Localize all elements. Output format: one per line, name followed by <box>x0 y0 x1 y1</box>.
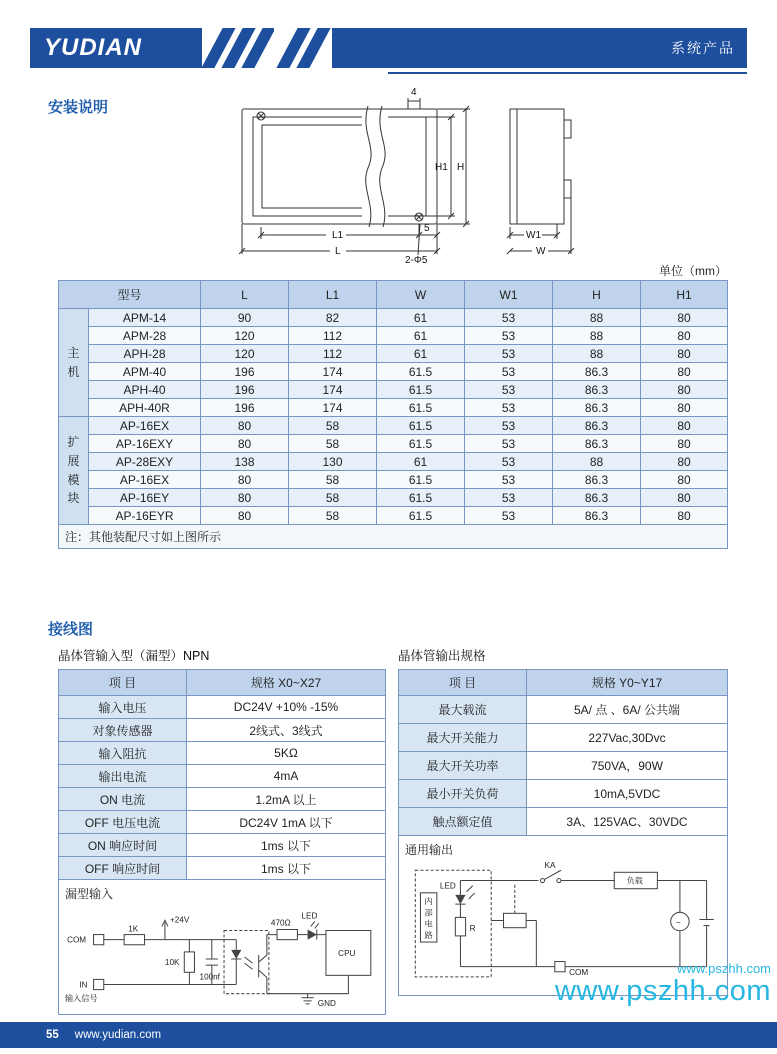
panel-bezel-outline <box>253 117 426 216</box>
spec-item-cell: 最大载流 <box>399 696 527 724</box>
dim-value-cell: 61.5 <box>377 399 465 417</box>
spec-value-cell: 5KΩ <box>187 742 386 765</box>
dim-table-row <box>59 435 728 453</box>
yudian-logo: YUDIAN <box>44 34 143 61</box>
dim-value-cell: 53 <box>465 381 553 399</box>
spec-value-cell: 3A、125VAC、30VDC <box>527 808 728 836</box>
dim-value-cell: 86.3 <box>553 471 641 489</box>
dim-value-cell: 53 <box>465 345 553 363</box>
dim-value-cell: 61.5 <box>377 381 465 399</box>
dim-note-row <box>59 525 728 549</box>
spec-value-cell: 1ms 以下 <box>187 834 386 857</box>
watermark <box>555 962 771 1008</box>
dim-value-cell: 80 <box>201 507 289 525</box>
spec-item-cell: 最大开关能力 <box>399 724 527 752</box>
dim-value-cell: 58 <box>289 489 377 507</box>
resistor-470-label: 470Ω <box>270 918 291 928</box>
row-group-label: 扩展模块 <box>59 417 89 525</box>
dim-value-cell: 80 <box>641 507 728 525</box>
spec-item-cell: 最大开关功率 <box>399 752 527 780</box>
resistor-1k <box>124 935 144 945</box>
dim-value-cell: 112 <box>289 327 377 345</box>
dim-value-cell: 86.3 <box>553 363 641 381</box>
spec-value-cell: DC24V 1mA 以下 <box>187 811 386 834</box>
spec-value-cell: 750VA，90W <box>527 752 728 780</box>
col-header-H1: H1 <box>641 281 728 309</box>
resistor-r <box>455 917 465 935</box>
dim-label-l1: L1 <box>332 230 344 241</box>
model-cell: AP-16EX <box>89 471 201 489</box>
model-cell: APH-40R <box>89 399 201 417</box>
sink-input-title: 漏型输入 <box>65 887 114 901</box>
resistor-1k-label: 1K <box>128 924 139 934</box>
dim-value-cell: 80 <box>201 417 289 435</box>
contact-dot <box>540 878 544 882</box>
dim-value-cell: 120 <box>201 327 289 345</box>
spec-table-row <box>399 752 728 780</box>
dim-value-cell: 61 <box>377 309 465 327</box>
dim-table-row <box>59 507 728 525</box>
watermark-large: www.pszhh.com <box>554 975 771 1008</box>
spec-item-cell: 输入电压 <box>59 696 187 719</box>
dim-header-row <box>59 281 728 309</box>
ground-icon <box>267 975 349 1004</box>
dim-table-row <box>59 309 728 327</box>
page-footer <box>0 1022 777 1048</box>
dim-value-cell: 53 <box>465 435 553 453</box>
dim-value-cell: 53 <box>465 471 553 489</box>
table-note: 注：其他装配尺寸如上图所示 <box>59 525 728 549</box>
dim-value-cell: 86.3 <box>553 489 641 507</box>
com-label: COM <box>67 935 87 945</box>
dim-table-row <box>59 471 728 489</box>
resistor-470 <box>277 929 297 939</box>
dim-value-cell: 86.3 <box>553 381 641 399</box>
spec-item-cell: ON 响应时间 <box>59 834 187 857</box>
installation-drawing <box>212 84 642 264</box>
spec-header-row <box>399 670 728 696</box>
dim-value-cell: 53 <box>465 507 553 525</box>
dim-value-cell: 196 <box>201 363 289 381</box>
spec-value-cell: 2线式、3线式 <box>187 719 386 742</box>
led-label: LED <box>439 881 456 891</box>
dim-value-cell: 58 <box>289 507 377 525</box>
model-cell: AP-16EYR <box>89 507 201 525</box>
cpu-label: CPU <box>338 948 356 958</box>
spec-value-cell: 5A/ 点 、6A/ 公共端 <box>527 696 728 724</box>
dim-value-cell: 86.3 <box>553 417 641 435</box>
spec-table-row <box>59 857 386 880</box>
wires <box>231 940 241 985</box>
panel-front-outline <box>242 109 437 224</box>
dim-value-cell: 80 <box>641 327 728 345</box>
resistor-10k <box>184 952 194 972</box>
relay-coil <box>504 913 527 927</box>
header-stripe-group-2 <box>274 28 332 68</box>
col-header-L1: L1 <box>289 281 377 309</box>
wires <box>657 881 706 967</box>
output-col-spec: 规格 Y0~Y17 <box>527 670 728 696</box>
dim-value-cell: 61 <box>377 345 465 363</box>
header-underline <box>388 72 747 74</box>
dim-value-cell: 61.5 <box>377 435 465 453</box>
rails <box>460 881 706 967</box>
dim-value-cell: 174 <box>289 381 377 399</box>
general-output-title: 通用输出 <box>405 843 454 857</box>
model-cell: APH-40 <box>89 381 201 399</box>
dim-value-cell: 196 <box>201 381 289 399</box>
row-group-label: 主机 <box>59 309 89 417</box>
din-clip <box>564 120 571 138</box>
dim-label-w: W <box>536 246 546 257</box>
dim-value-cell: 80 <box>641 309 728 327</box>
dim-value-cell: 80 <box>641 345 728 363</box>
dim-value-cell: 53 <box>465 417 553 435</box>
panel-side-outline <box>510 109 564 224</box>
gnd-label: GND <box>317 998 336 1008</box>
spec-item-cell: 输出电流 <box>59 765 187 788</box>
dim-value-cell: 88 <box>553 309 641 327</box>
model-cell: APM-28 <box>89 327 201 345</box>
din-clip <box>564 180 571 198</box>
col-header-W1: W1 <box>465 281 553 309</box>
dim-value-cell: 61.5 <box>377 489 465 507</box>
col-header-L: L <box>201 281 289 309</box>
dim-value-cell: 53 <box>465 489 553 507</box>
dim-value-cell: 80 <box>641 489 728 507</box>
spec-table-row <box>399 808 728 836</box>
in-label: IN <box>79 980 88 990</box>
spec-value-cell: 4mA <box>187 765 386 788</box>
spec-table-row <box>59 742 386 765</box>
dim-value-cell: 61.5 <box>377 507 465 525</box>
led-wires <box>455 881 474 905</box>
dim-value-cell: 174 <box>289 399 377 417</box>
unit-note: 单位（mm） <box>659 264 727 278</box>
dim-value-cell: 138 <box>201 453 289 471</box>
dim-value-cell: 88 <box>553 453 641 471</box>
resistor-r-label: R <box>469 923 476 933</box>
dim-value-cell: 80 <box>641 453 728 471</box>
dim-value-cell: 61.5 <box>377 417 465 435</box>
dim-value-cell: 80 <box>201 435 289 453</box>
output-spec-title: 晶体管输出规格 <box>398 649 486 663</box>
ac-symbol: ~ <box>675 918 681 928</box>
spec-item-cell: OFF 电压电流 <box>59 811 187 834</box>
dim-label-l: L <box>335 246 341 257</box>
header-stripe-group-1 <box>202 28 274 68</box>
contact-blade <box>545 870 615 880</box>
load-label: 负载 <box>626 876 643 886</box>
light-arrows <box>244 957 252 969</box>
spec-table-row <box>399 780 728 808</box>
led-icon <box>308 929 317 939</box>
dim-value-cell: 120 <box>201 345 289 363</box>
page-header <box>30 28 747 68</box>
dim-value-cell: 58 <box>289 435 377 453</box>
capacitor-label: 100nf <box>199 972 220 982</box>
dim-value-cell: 53 <box>465 363 553 381</box>
spec-table-row <box>59 788 386 811</box>
spec-table-row <box>59 811 386 834</box>
col-header-model: 型号 <box>59 281 201 309</box>
input-spec-title: 晶体管输入型（漏型）NPN <box>58 649 210 663</box>
dimension-table <box>58 280 728 549</box>
output-spec-block <box>398 646 728 996</box>
spec-table-row <box>399 696 728 724</box>
dim-table-row <box>59 345 728 363</box>
dim-value-cell: 80 <box>641 471 728 489</box>
v24-label: +24V <box>170 915 190 925</box>
dim-value-cell: 61.5 <box>377 471 465 489</box>
dim-value-cell: 174 <box>289 363 377 381</box>
spec-value-cell: 227Vac,30Dvc <box>527 724 728 752</box>
dim-value-cell: 80 <box>641 363 728 381</box>
section-label: 系统产品 <box>671 40 735 56</box>
led-label: LED <box>301 911 318 921</box>
model-cell: AP-16EY <box>89 489 201 507</box>
dim-value-cell: 86.3 <box>553 507 641 525</box>
dim-label-holes: 2-Φ5 <box>405 255 428 264</box>
input-spec-table <box>58 669 386 880</box>
spec-table-row <box>399 724 728 752</box>
ka-label: KA <box>544 861 556 871</box>
v24-arrow <box>162 920 168 939</box>
logo-block <box>30 28 202 68</box>
dim-table-row <box>59 417 728 435</box>
spec-table-row <box>59 834 386 857</box>
spec-value-cell: 10mA,5VDC <box>527 780 728 808</box>
dim-value-cell: 53 <box>465 453 553 471</box>
dim-line-4 <box>408 98 420 109</box>
dim-value-cell: 80 <box>201 489 289 507</box>
dim-value-cell: 61.5 <box>377 363 465 381</box>
spec-value-cell: 1ms 以下 <box>187 857 386 880</box>
spec-item-cell: ON 电流 <box>59 788 187 811</box>
model-cell: APM-40 <box>89 363 201 381</box>
dim-value-cell: 82 <box>289 309 377 327</box>
dim-value-cell: 61 <box>377 327 465 345</box>
dim-value-cell: 88 <box>553 327 641 345</box>
com-terminal <box>94 935 104 945</box>
dim-value-cell: 53 <box>465 399 553 417</box>
led-icon <box>455 895 465 904</box>
model-cell: APM-14 <box>89 309 201 327</box>
dim-table-row <box>59 489 728 507</box>
output-spec-table <box>398 669 728 836</box>
input-col-spec: 规格 X0~X27 <box>187 670 386 696</box>
dim-value-cell: 80 <box>201 471 289 489</box>
col-header-W: W <box>377 281 465 309</box>
dim-table-row <box>59 363 728 381</box>
dim-table-row <box>59 327 728 345</box>
dim-value-cell: 86.3 <box>553 399 641 417</box>
battery-icon <box>699 881 713 967</box>
in-signal-label: 输入信号 <box>65 993 98 1003</box>
model-cell: APH-28 <box>89 345 201 363</box>
screw-cross <box>258 113 264 119</box>
spec-item-cell: 最小开关负荷 <box>399 780 527 808</box>
dim-table-row <box>59 381 728 399</box>
dim-table-row <box>59 453 728 471</box>
spec-item-cell: 输入阻抗 <box>59 742 187 765</box>
dim-value-cell: 80 <box>641 435 728 453</box>
input-spec-block <box>58 646 386 1015</box>
dim-table-row <box>59 399 728 417</box>
diode-icon <box>231 950 241 959</box>
internal-circuit-label: 内部电路 <box>424 897 433 940</box>
dim-label-5: 5 <box>424 223 430 234</box>
dim-value-cell: 196 <box>201 399 289 417</box>
input-col-item: 项 目 <box>59 670 187 696</box>
dim-value-cell: 112 <box>289 345 377 363</box>
dim-label-h: H <box>457 162 465 173</box>
output-col-item: 项 目 <box>399 670 527 696</box>
sink-input-diagram <box>58 880 386 1015</box>
install-title: 安装说明 <box>48 99 109 116</box>
spec-table-row <box>59 719 386 742</box>
in-terminal <box>94 979 104 989</box>
model-cell: AP-16EXY <box>89 435 201 453</box>
page-number: 55 <box>46 1029 59 1041</box>
spec-header-row <box>59 670 386 696</box>
model-cell: AP-28EXY <box>89 453 201 471</box>
dim-value-cell: 88 <box>553 345 641 363</box>
screw-cross <box>416 214 422 220</box>
sink-input-circuit <box>63 904 381 1010</box>
spec-value-cell: DC24V +10% -15% <box>187 696 386 719</box>
dim-value-cell: 58 <box>289 471 377 489</box>
dim-value-cell: 80 <box>641 381 728 399</box>
watermark-small: www.pszhh.com <box>677 961 771 976</box>
dim-label-4: 4 <box>411 87 417 98</box>
dim-value-cell: 53 <box>465 327 553 345</box>
dim-value-cell: 61 <box>377 453 465 471</box>
dim-value-cell: 53 <box>465 309 553 327</box>
dim-label-w1: W1 <box>526 230 541 241</box>
website-url: www.yudian.com <box>74 1029 162 1041</box>
header-band <box>332 28 747 68</box>
dim-value-cell: 80 <box>641 417 728 435</box>
spec-item-cell: 对象传感器 <box>59 719 187 742</box>
phototransistor-icon <box>259 935 267 994</box>
col-header-H: H <box>553 281 641 309</box>
dim-value-cell: 80 <box>641 399 728 417</box>
wiring-title: 接线图 <box>48 621 94 638</box>
dim-label-h1: H1 <box>435 162 448 173</box>
spec-item-cell: OFF 响应时间 <box>59 857 187 880</box>
dim-value-cell: 130 <box>289 453 377 471</box>
resistor-10k-label: 10K <box>164 958 180 968</box>
spec-table-row <box>59 765 386 788</box>
spec-item-cell: 触点额定值 <box>399 808 527 836</box>
dim-value-cell: 86.3 <box>553 435 641 453</box>
spec-value-cell: 1.2mA 以上 <box>187 788 386 811</box>
dim-value-cell: 90 <box>201 309 289 327</box>
dim-value-cell: 58 <box>289 417 377 435</box>
spec-table-row <box>59 696 386 719</box>
model-cell: AP-16EX <box>89 417 201 435</box>
contact-dot <box>557 878 561 882</box>
com-label: COM <box>569 967 589 977</box>
